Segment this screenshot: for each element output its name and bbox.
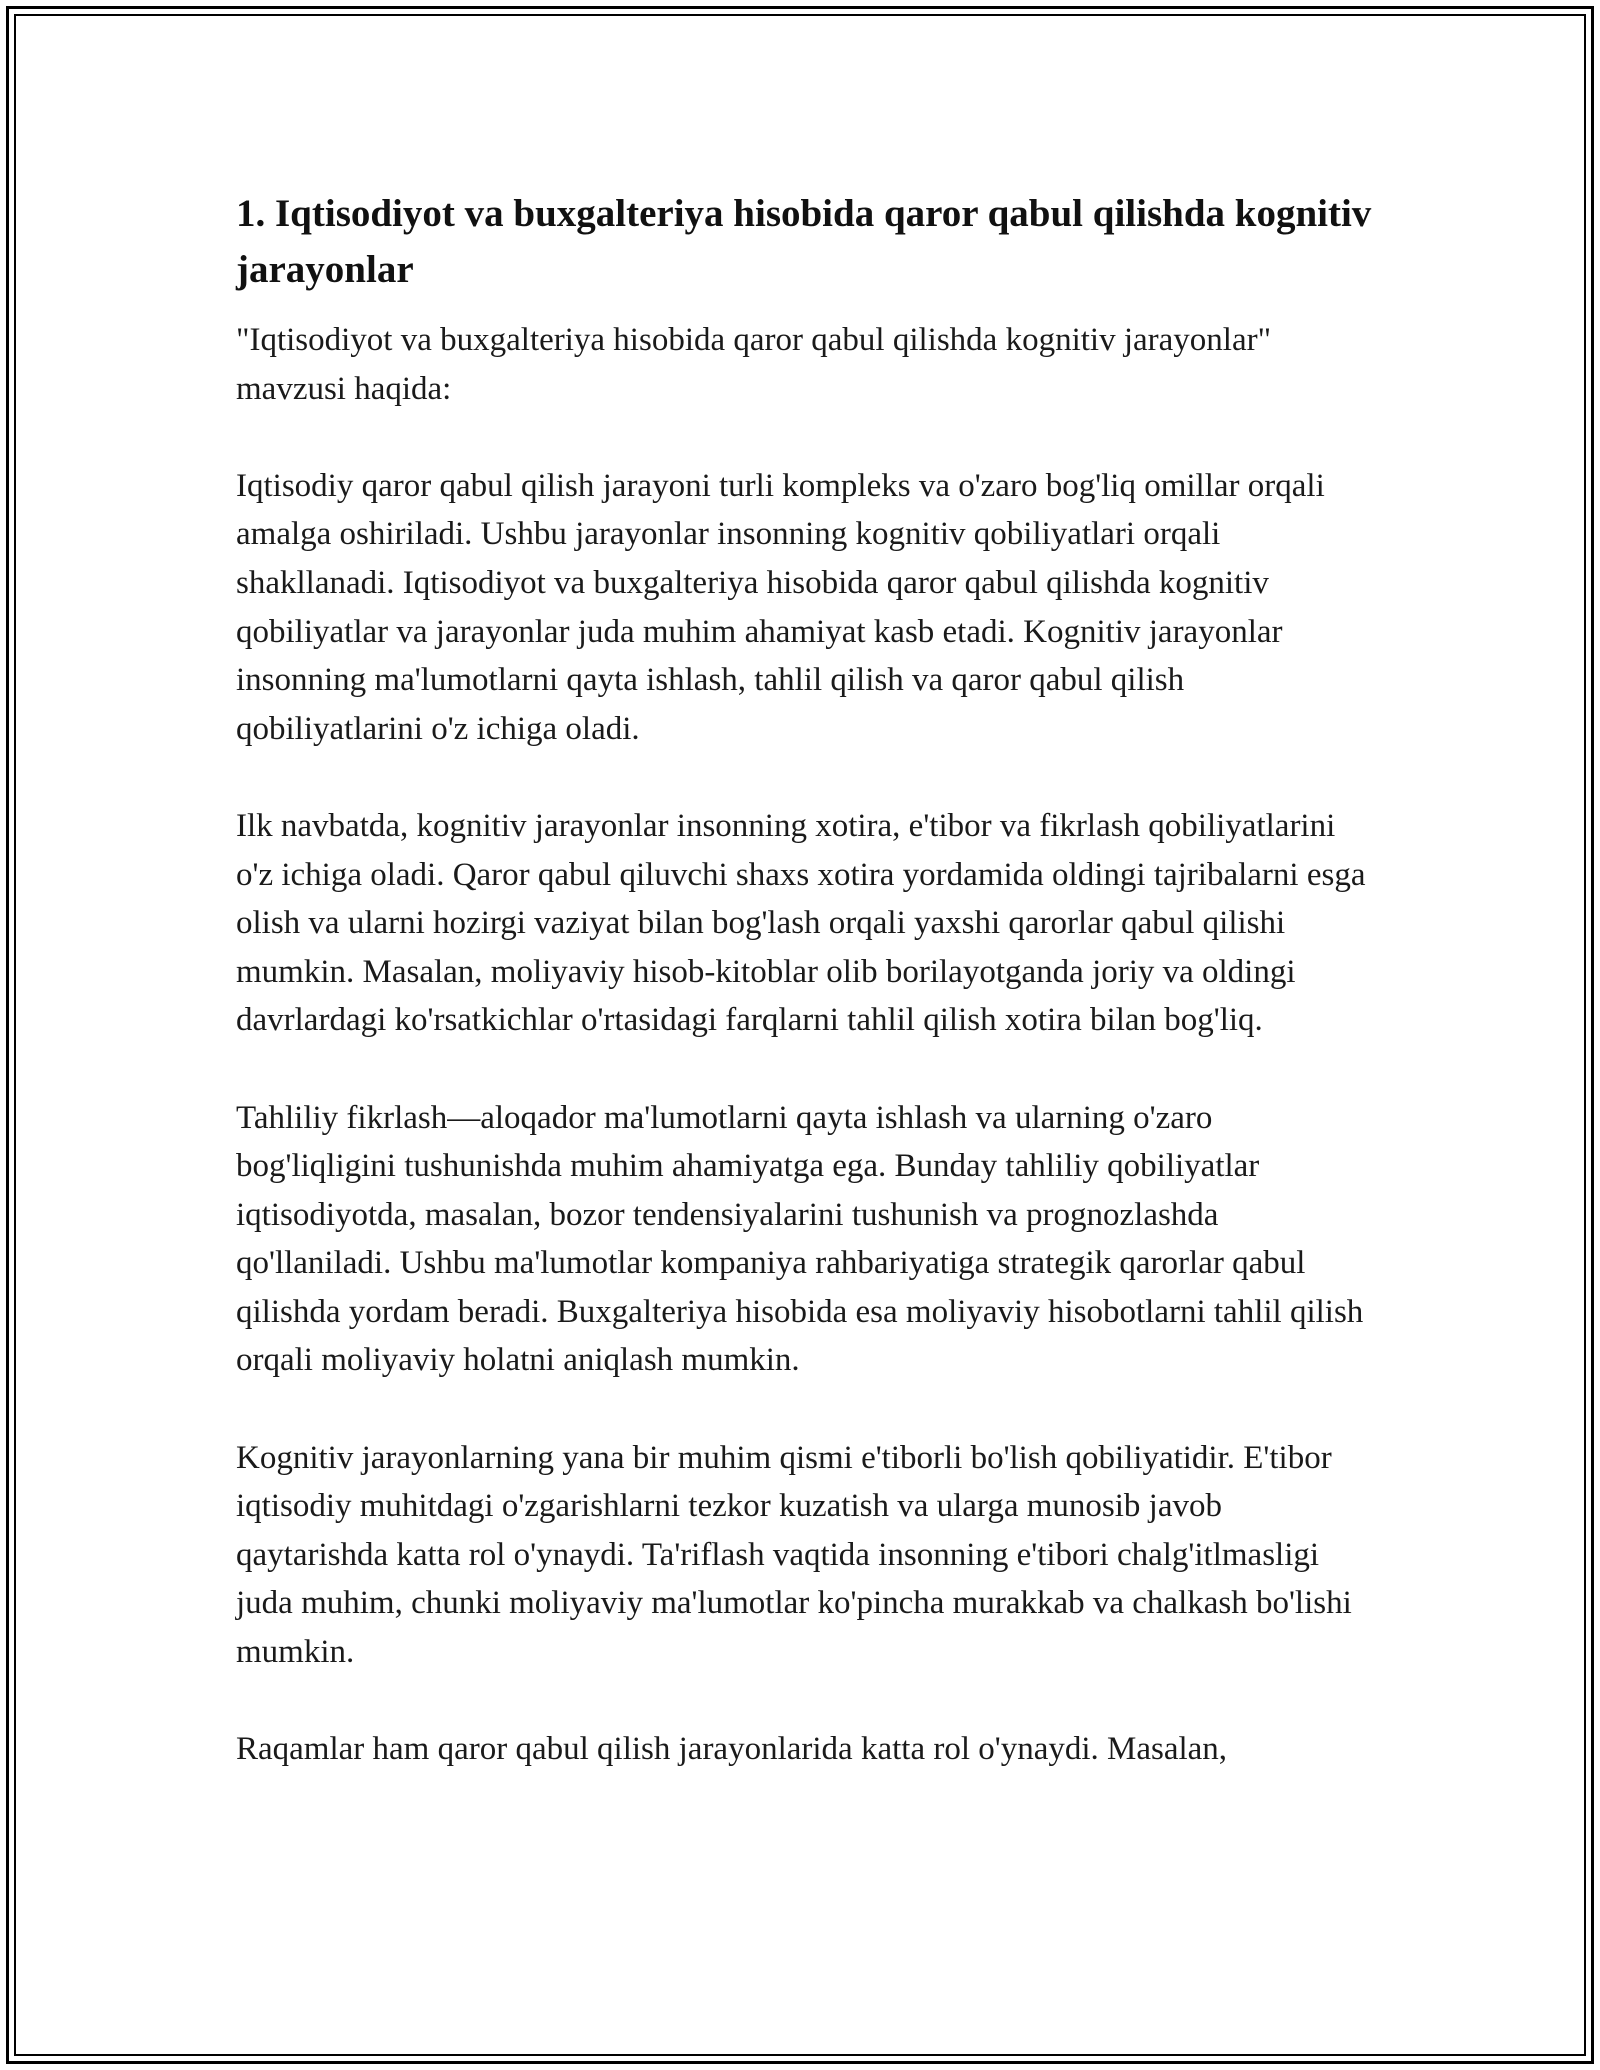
document-body bbox=[236, 186, 1376, 1822]
paragraph-attention: Kognitiv jarayonlarning yana bir muhim qismi e'tiborli bo'lish qobiliyatidir. E'tibor iqtisodiy muhitdagi o'zgarishlarni tezkor kuzatish va ularga munosib javob qaytarishda katta rol o'ynaydi. Ta'riflash vaqtida insonning e'tibori chalg'itlmasligi juda muhim, chunki moliyaviy ma'lumotlar ko'pincha murakkab va chalkash bo'lishi mumkin. bbox=[236, 1439, 1352, 1671]
paragraph-numbers: Raqamlar ham qaror qabul qilish jarayonlarida katta rol o'ynaydi. Masalan, bbox=[236, 1731, 1228, 1768]
paragraph-memory: Ilk navbatda, kognitiv jarayonlar insonning xotira, e'tibor va fikrlash qobiliyatlarini o'z ichiga oladi. Qaror qabul qiluvchi shaxs xotira yordamida oldingi tajribalarni esga olish va ularni hozirgi vaziyat bilan bog'lash orqali yaxshi qarorlar qabul qilishi mumkin. Masalan, moliyaviy hisob-kitoblar olib borilayotganda joriy va oldingi davrlardagi ko'rsatkichlar o'rtasidagi farqlarni tahlil qilish xotira bilan bog'liq. bbox=[236, 807, 1366, 1039]
paragraph-intro: "Iqtisodiyot va buxgalteriya hisobida qaror qabul qilishda kognitiv jarayonlar" mavzusi haqida: bbox=[236, 322, 1272, 407]
section-heading: 1. Iqtisodiyot va buxgalteriya hisobida qaror qabul qilishda kognitiv jarayonlar bbox=[236, 192, 1372, 291]
paragraph-decision-process: Iqtisodiy qaror qabul qilish jarayoni turli kompleks va o'zaro bog'liq omillar orqali amalga oshiriladi. Ushbu jarayonlar insonning kognitiv qobiliyatlari orqali shakllanadi. Iqtisodiyot va buxgalteriya hisobida qaror qabul qilishda kognitiv qobiliyatlar va jarayonlar juda muhim ahamiyat kasb etadi. Kognitiv jarayonlar insonning ma'lumotlarni qayta ishlash, tahlil qilish va qaror qabul qilish qobiliyatlarini o'z ichiga oladi. bbox=[236, 467, 1325, 747]
paragraph-analytical-thinking: Tahliliy fikrlash—aloqador ma'lumotlarni qayta ishlash va ularning o'zaro bog'liqligini tushunishda muhim ahamiyatga ega. Bunday tahliliy qobiliyatlar iqtisodiyotda, masalan, bozor tendensiyalarini tushunish va prognozlashda qo'llaniladi. Ushbu ma'lumotlar kompaniya rahbariyatiga strategik qarorlar qabul qilishda yordam beradi. Buxgalteriya hisobida esa moliyaviy hisobotlarni tahlil qilish orqali moliyaviy holatni aniqlash mumkin. bbox=[236, 1099, 1364, 1379]
